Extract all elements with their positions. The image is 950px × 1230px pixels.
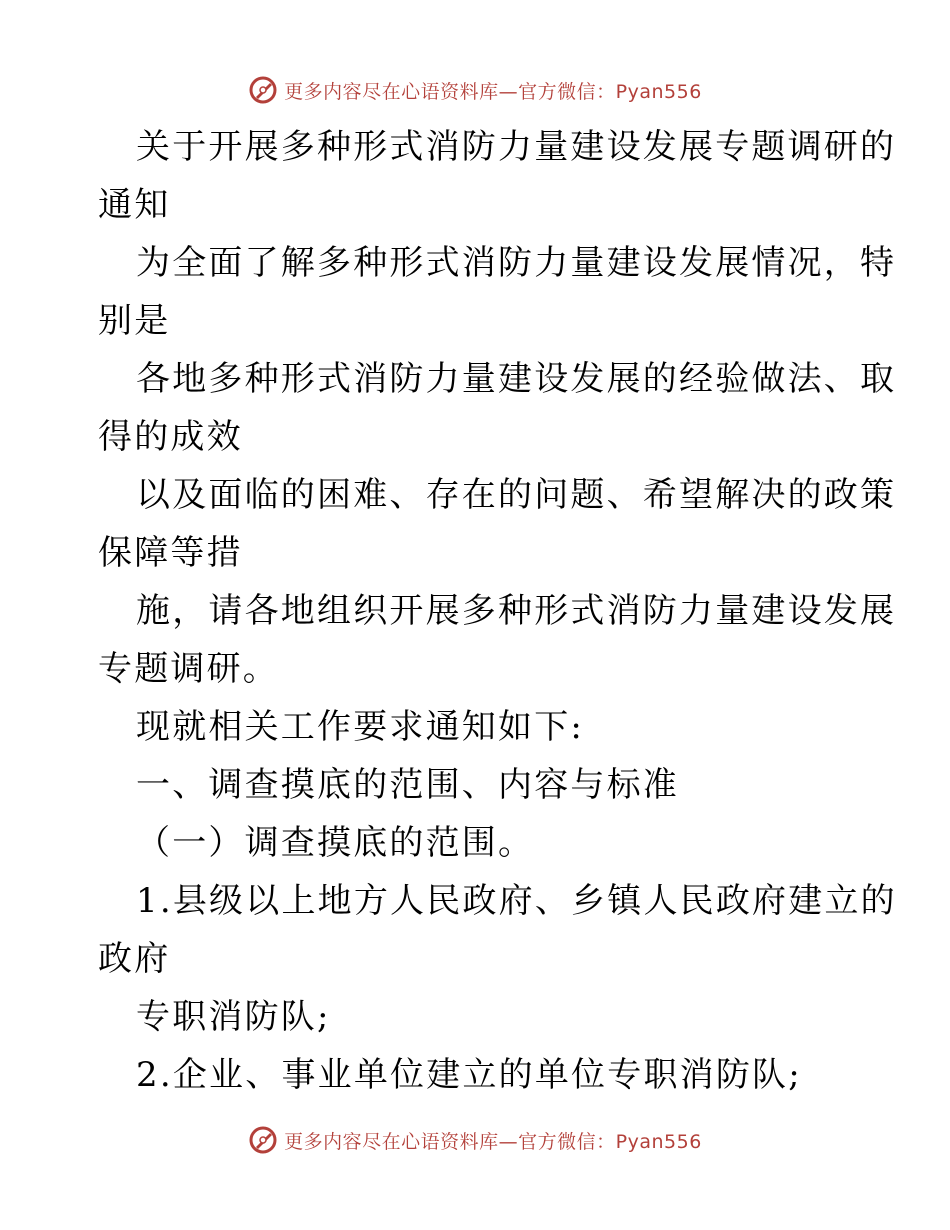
pen-circle-logo-icon	[248, 1125, 278, 1155]
header-watermark	[0, 70, 950, 110]
document-body	[98, 118, 897, 1104]
document-line: 保障等措	[98, 533, 243, 573]
document-line: 1.县级以上地方人民政府、乡镇人民政府建立的	[136, 881, 897, 921]
document-line: 得的成效	[98, 417, 243, 457]
pen-circle-logo-icon	[248, 75, 278, 105]
document-line: 专题调研。	[98, 649, 279, 689]
document-line: 通知	[98, 185, 171, 225]
document-line: 一、调查摸底的范围、内容与标准	[136, 765, 679, 805]
document-line: 专职消防队;	[136, 997, 331, 1037]
document-line: 各地多种形式消防力量建设发展的经验做法、取	[136, 359, 897, 399]
document-line: 以及面临的困难、存在的问题、希望解决的政策	[136, 475, 897, 515]
footer-watermark	[0, 1120, 950, 1160]
document-line: 为全面了解多种形式消防力量建设发展情况，特	[136, 243, 897, 283]
document-line: 政府	[98, 939, 171, 979]
document-line: 施，请各地组织开展多种形式消防力量建设发展	[136, 591, 897, 631]
document-line: 关于开展多种形式消防力量建设发展专题调研的	[136, 127, 897, 167]
document-line: 2.企业、事业单位建立的单位专职消防队;	[136, 1055, 802, 1095]
document-line: 别是	[98, 301, 171, 341]
watermark-text: 更多内容尽在心语资料库—官方微信：Pyan556	[284, 80, 702, 103]
document-line: （一）调查摸底的范围。	[136, 823, 535, 863]
watermark-text: 更多内容尽在心语资料库—官方微信：Pyan556	[284, 1130, 702, 1153]
document-line: 现就相关工作要求通知如下:	[136, 707, 585, 747]
